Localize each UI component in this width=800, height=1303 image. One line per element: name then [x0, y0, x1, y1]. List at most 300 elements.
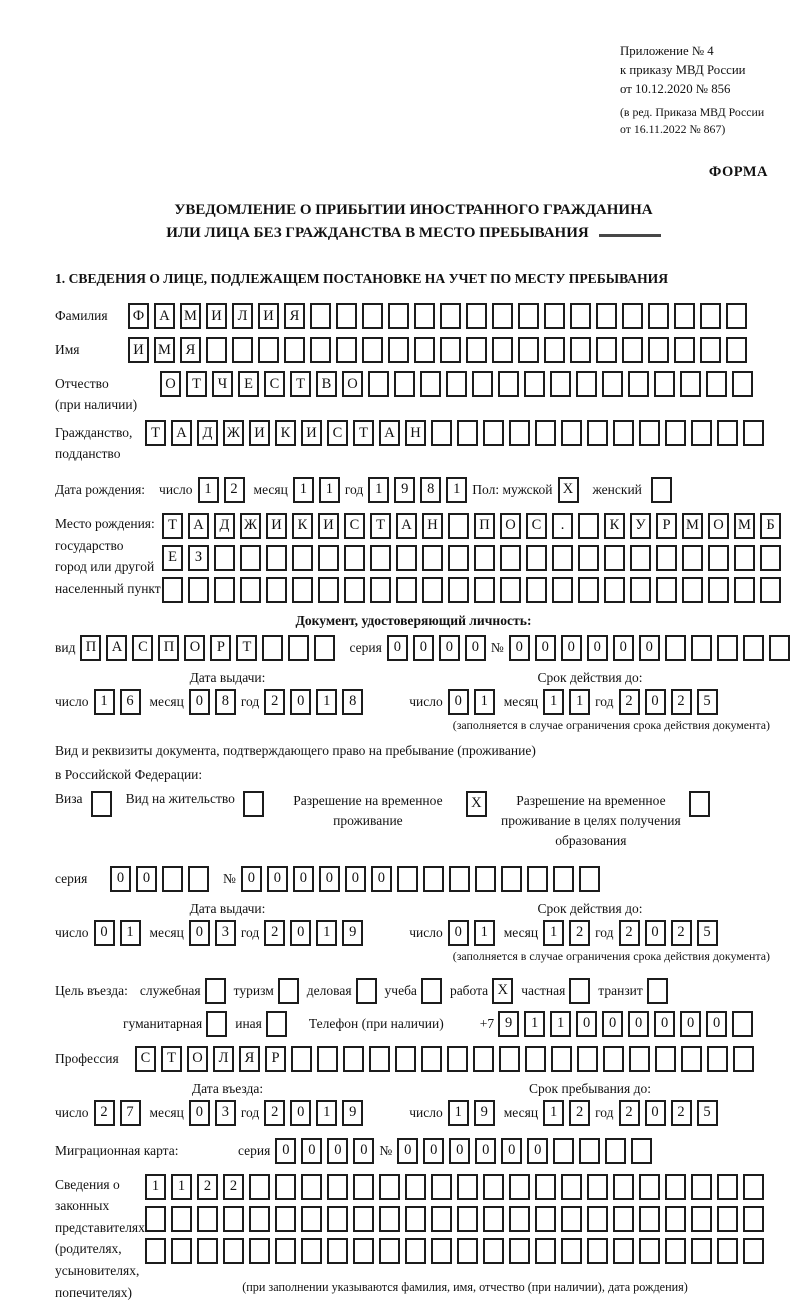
- char-box[interactable]: Я: [180, 337, 201, 363]
- char-box[interactable]: Т: [161, 1046, 182, 1072]
- char-box[interactable]: [395, 1046, 416, 1072]
- char-box[interactable]: У: [630, 513, 651, 539]
- char-box[interactable]: [717, 420, 738, 446]
- char-box[interactable]: [535, 1206, 556, 1232]
- char-box[interactable]: [162, 577, 183, 603]
- char-box[interactable]: [680, 371, 701, 397]
- char-box[interactable]: [431, 1206, 452, 1232]
- char-box[interactable]: [760, 577, 781, 603]
- char-box[interactable]: [734, 577, 755, 603]
- char-box[interactable]: 1: [448, 1100, 469, 1126]
- char-box[interactable]: [91, 791, 112, 817]
- char-box[interactable]: [717, 1174, 738, 1200]
- char-box[interactable]: 2: [619, 689, 640, 715]
- char-box[interactable]: [665, 1238, 686, 1264]
- char-box[interactable]: [405, 1206, 426, 1232]
- char-box[interactable]: Т: [186, 371, 207, 397]
- char-box[interactable]: [553, 1138, 574, 1164]
- char-box[interactable]: 0: [475, 1138, 496, 1164]
- char-box[interactable]: М: [154, 337, 175, 363]
- char-box[interactable]: 0: [397, 1138, 418, 1164]
- char-box[interactable]: 2: [569, 920, 590, 946]
- char-box[interactable]: [596, 337, 617, 363]
- char-box[interactable]: А: [379, 420, 400, 446]
- char-box[interactable]: [717, 635, 738, 661]
- char-box[interactable]: 1: [316, 920, 337, 946]
- char-box[interactable]: [544, 303, 565, 329]
- char-box[interactable]: [448, 513, 469, 539]
- char-box[interactable]: [266, 1011, 287, 1037]
- char-box[interactable]: [457, 1174, 478, 1200]
- char-box[interactable]: [665, 1206, 686, 1232]
- char-box[interactable]: [475, 866, 496, 892]
- char-box[interactable]: А: [171, 420, 192, 446]
- char-box[interactable]: 2: [197, 1174, 218, 1200]
- char-box[interactable]: 0: [645, 689, 666, 715]
- char-box[interactable]: [639, 1174, 660, 1200]
- char-box[interactable]: [440, 303, 461, 329]
- char-box[interactable]: 2: [671, 689, 692, 715]
- char-box[interactable]: [422, 545, 443, 571]
- char-box[interactable]: [628, 371, 649, 397]
- char-box[interactable]: [483, 1206, 504, 1232]
- char-box[interactable]: [700, 337, 721, 363]
- char-box[interactable]: [639, 420, 660, 446]
- char-box[interactable]: [518, 303, 539, 329]
- char-box[interactable]: 2: [94, 1100, 115, 1126]
- char-box[interactable]: Р: [210, 635, 231, 661]
- char-box[interactable]: [691, 1174, 712, 1200]
- char-box[interactable]: [388, 303, 409, 329]
- char-box[interactable]: 3: [215, 1100, 236, 1126]
- char-box[interactable]: 0: [413, 635, 434, 661]
- char-box[interactable]: [707, 1046, 728, 1072]
- char-box[interactable]: 9: [498, 1011, 519, 1037]
- char-box[interactable]: И: [249, 420, 270, 446]
- char-box[interactable]: [262, 635, 283, 661]
- char-box[interactable]: [379, 1206, 400, 1232]
- char-box[interactable]: [448, 545, 469, 571]
- char-box[interactable]: [743, 1174, 764, 1200]
- char-box[interactable]: 9: [342, 1100, 363, 1126]
- char-box[interactable]: 0: [189, 1100, 210, 1126]
- char-box[interactable]: [318, 577, 339, 603]
- char-box[interactable]: 1: [446, 477, 467, 503]
- char-box[interactable]: [629, 1046, 650, 1072]
- char-box[interactable]: А: [188, 513, 209, 539]
- char-box[interactable]: Д: [214, 513, 235, 539]
- char-box[interactable]: [578, 513, 599, 539]
- char-box[interactable]: [732, 371, 753, 397]
- char-box[interactable]: [353, 1206, 374, 1232]
- char-box[interactable]: 0: [293, 866, 314, 892]
- char-box[interactable]: [431, 420, 452, 446]
- char-box[interactable]: С: [132, 635, 153, 661]
- char-box[interactable]: [301, 1206, 322, 1232]
- char-box[interactable]: [336, 303, 357, 329]
- char-box[interactable]: [431, 1238, 452, 1264]
- char-box[interactable]: [344, 577, 365, 603]
- char-box[interactable]: 0: [290, 920, 311, 946]
- char-box[interactable]: [553, 866, 574, 892]
- char-box[interactable]: 0: [561, 635, 582, 661]
- char-box[interactable]: М: [180, 303, 201, 329]
- char-box[interactable]: Л: [232, 303, 253, 329]
- char-box[interactable]: Т: [145, 420, 166, 446]
- char-box[interactable]: [743, 1238, 764, 1264]
- char-box[interactable]: [587, 420, 608, 446]
- char-box[interactable]: 1: [171, 1174, 192, 1200]
- char-box[interactable]: Т: [353, 420, 374, 446]
- char-box[interactable]: [682, 545, 703, 571]
- char-box[interactable]: [301, 1238, 322, 1264]
- char-box[interactable]: [214, 545, 235, 571]
- char-box[interactable]: [613, 420, 634, 446]
- char-box[interactable]: [743, 635, 764, 661]
- char-box[interactable]: [336, 337, 357, 363]
- char-box[interactable]: [431, 1174, 452, 1200]
- char-box[interactable]: [449, 866, 470, 892]
- char-box[interactable]: [726, 303, 747, 329]
- char-box[interactable]: И: [318, 513, 339, 539]
- char-box[interactable]: [206, 1011, 227, 1037]
- char-box[interactable]: [622, 337, 643, 363]
- char-box[interactable]: [232, 337, 253, 363]
- char-box[interactable]: [447, 1046, 468, 1072]
- char-box[interactable]: [498, 371, 519, 397]
- char-box[interactable]: [266, 577, 287, 603]
- char-box[interactable]: М: [682, 513, 703, 539]
- char-box[interactable]: [552, 577, 573, 603]
- char-box[interactable]: [379, 1174, 400, 1200]
- char-box[interactable]: [613, 1174, 634, 1200]
- char-box[interactable]: 0: [501, 1138, 522, 1164]
- char-box[interactable]: 0: [319, 866, 340, 892]
- char-box[interactable]: 0: [136, 866, 157, 892]
- char-box[interactable]: [651, 477, 672, 503]
- char-box[interactable]: 1: [94, 689, 115, 715]
- char-box[interactable]: 0: [628, 1011, 649, 1037]
- char-box[interactable]: 3: [215, 920, 236, 946]
- char-box[interactable]: [691, 420, 712, 446]
- char-box[interactable]: 0: [439, 635, 460, 661]
- char-box[interactable]: [327, 1174, 348, 1200]
- char-box[interactable]: [145, 1206, 166, 1232]
- char-box[interactable]: [665, 420, 686, 446]
- char-box[interactable]: И: [258, 303, 279, 329]
- char-box[interactable]: [368, 371, 389, 397]
- char-box[interactable]: [544, 337, 565, 363]
- char-box[interactable]: [483, 1238, 504, 1264]
- char-box[interactable]: [605, 1138, 626, 1164]
- char-box[interactable]: [405, 1174, 426, 1200]
- char-box[interactable]: [578, 545, 599, 571]
- char-box[interactable]: [743, 1206, 764, 1232]
- char-box[interactable]: 0: [94, 920, 115, 946]
- char-box[interactable]: 1: [569, 689, 590, 715]
- char-box[interactable]: [492, 337, 513, 363]
- char-box[interactable]: [760, 545, 781, 571]
- char-box[interactable]: [362, 303, 383, 329]
- char-box[interactable]: П: [474, 513, 495, 539]
- char-box[interactable]: 2: [619, 1100, 640, 1126]
- char-box[interactable]: 0: [301, 1138, 322, 1164]
- char-box[interactable]: [639, 1238, 660, 1264]
- char-box[interactable]: К: [292, 513, 313, 539]
- char-box[interactable]: [587, 1238, 608, 1264]
- char-box[interactable]: .: [552, 513, 573, 539]
- char-box[interactable]: [327, 1238, 348, 1264]
- char-box[interactable]: [579, 1138, 600, 1164]
- char-box[interactable]: [446, 371, 467, 397]
- char-box[interactable]: 1: [316, 689, 337, 715]
- char-box[interactable]: [665, 1174, 686, 1200]
- char-box[interactable]: [561, 420, 582, 446]
- char-box[interactable]: [674, 303, 695, 329]
- char-box[interactable]: [700, 303, 721, 329]
- char-box[interactable]: 1: [543, 689, 564, 715]
- char-box[interactable]: [414, 303, 435, 329]
- char-box[interactable]: С: [327, 420, 348, 446]
- char-box[interactable]: 0: [587, 635, 608, 661]
- char-box[interactable]: Т: [162, 513, 183, 539]
- char-box[interactable]: [570, 303, 591, 329]
- char-box[interactable]: [561, 1206, 582, 1232]
- char-box[interactable]: [457, 1238, 478, 1264]
- char-box[interactable]: [327, 1206, 348, 1232]
- char-box[interactable]: [310, 337, 331, 363]
- char-box[interactable]: [249, 1206, 270, 1232]
- char-box[interactable]: 1: [319, 477, 340, 503]
- char-box[interactable]: В: [316, 371, 337, 397]
- char-box[interactable]: П: [158, 635, 179, 661]
- char-box[interactable]: [388, 337, 409, 363]
- char-box[interactable]: О: [708, 513, 729, 539]
- char-box[interactable]: [604, 577, 625, 603]
- char-box[interactable]: 1: [198, 477, 219, 503]
- char-box[interactable]: [604, 545, 625, 571]
- char-box[interactable]: [275, 1174, 296, 1200]
- char-box[interactable]: 0: [602, 1011, 623, 1037]
- char-box[interactable]: [501, 866, 522, 892]
- char-box[interactable]: [474, 577, 495, 603]
- char-box[interactable]: 2: [264, 689, 285, 715]
- char-box[interactable]: [275, 1238, 296, 1264]
- char-box[interactable]: 1: [474, 920, 495, 946]
- char-box[interactable]: [561, 1238, 582, 1264]
- char-box[interactable]: [648, 303, 669, 329]
- char-box[interactable]: 5: [697, 689, 718, 715]
- char-box[interactable]: А: [396, 513, 417, 539]
- char-box[interactable]: [706, 371, 727, 397]
- char-box[interactable]: 0: [654, 1011, 675, 1037]
- char-box[interactable]: [535, 420, 556, 446]
- char-box[interactable]: [674, 337, 695, 363]
- char-box[interactable]: И: [266, 513, 287, 539]
- char-box[interactable]: [223, 1206, 244, 1232]
- char-box[interactable]: [603, 1046, 624, 1072]
- char-box[interactable]: [689, 791, 710, 817]
- char-box[interactable]: [587, 1206, 608, 1232]
- char-box[interactable]: Е: [162, 545, 183, 571]
- char-box[interactable]: [420, 371, 441, 397]
- char-box[interactable]: 8: [215, 689, 236, 715]
- char-box[interactable]: [561, 1174, 582, 1200]
- char-box[interactable]: 9: [474, 1100, 495, 1126]
- char-box[interactable]: 2: [264, 920, 285, 946]
- char-box[interactable]: 9: [342, 920, 363, 946]
- char-box[interactable]: П: [80, 635, 101, 661]
- char-box[interactable]: 0: [448, 689, 469, 715]
- char-box[interactable]: [466, 337, 487, 363]
- char-box[interactable]: 0: [189, 920, 210, 946]
- char-box[interactable]: [275, 1206, 296, 1232]
- char-box[interactable]: [550, 371, 571, 397]
- char-box[interactable]: 7: [120, 1100, 141, 1126]
- char-box[interactable]: 0: [465, 635, 486, 661]
- char-box[interactable]: [733, 1046, 754, 1072]
- char-box[interactable]: О: [342, 371, 363, 397]
- char-box[interactable]: [317, 1046, 338, 1072]
- char-box[interactable]: [577, 1046, 598, 1072]
- char-box[interactable]: 1: [316, 1100, 337, 1126]
- char-box[interactable]: [314, 635, 335, 661]
- char-box[interactable]: [278, 978, 299, 1004]
- char-box[interactable]: Ж: [223, 420, 244, 446]
- char-box[interactable]: [551, 1046, 572, 1072]
- char-box[interactable]: И: [206, 303, 227, 329]
- char-box[interactable]: 0: [613, 635, 634, 661]
- char-box[interactable]: [525, 1046, 546, 1072]
- char-box[interactable]: И: [301, 420, 322, 446]
- char-box[interactable]: [602, 371, 623, 397]
- char-box[interactable]: [526, 545, 547, 571]
- char-box[interactable]: Я: [239, 1046, 260, 1072]
- char-box[interactable]: [665, 635, 686, 661]
- char-box[interactable]: [656, 577, 677, 603]
- char-box[interactable]: [249, 1174, 270, 1200]
- char-box[interactable]: [249, 1238, 270, 1264]
- char-box[interactable]: 0: [267, 866, 288, 892]
- char-box[interactable]: Л: [213, 1046, 234, 1072]
- char-box[interactable]: Д: [197, 420, 218, 446]
- char-box[interactable]: [240, 577, 261, 603]
- char-box[interactable]: [344, 545, 365, 571]
- char-box[interactable]: Т: [290, 371, 311, 397]
- char-box[interactable]: З: [188, 545, 209, 571]
- char-box[interactable]: [654, 371, 675, 397]
- char-box[interactable]: [356, 978, 377, 1004]
- char-box[interactable]: [288, 635, 309, 661]
- char-box[interactable]: 0: [576, 1011, 597, 1037]
- char-box[interactable]: [188, 866, 209, 892]
- char-box[interactable]: [509, 1238, 530, 1264]
- char-box[interactable]: [509, 420, 530, 446]
- char-box[interactable]: [440, 337, 461, 363]
- char-box[interactable]: [421, 978, 442, 1004]
- char-box[interactable]: [622, 303, 643, 329]
- char-box[interactable]: 1: [120, 920, 141, 946]
- char-box[interactable]: [162, 866, 183, 892]
- char-box[interactable]: [691, 635, 712, 661]
- char-box[interactable]: О: [187, 1046, 208, 1072]
- char-box[interactable]: [682, 577, 703, 603]
- char-box[interactable]: Е: [238, 371, 259, 397]
- char-box[interactable]: 1: [524, 1011, 545, 1037]
- char-box[interactable]: [656, 545, 677, 571]
- char-box[interactable]: 1: [550, 1011, 571, 1037]
- char-box[interactable]: [145, 1238, 166, 1264]
- char-box[interactable]: 2: [619, 920, 640, 946]
- char-box[interactable]: [492, 303, 513, 329]
- char-box[interactable]: [318, 545, 339, 571]
- char-box[interactable]: Т: [236, 635, 257, 661]
- char-box[interactable]: [258, 337, 279, 363]
- char-box[interactable]: [708, 577, 729, 603]
- char-box[interactable]: [639, 1206, 660, 1232]
- char-box[interactable]: [421, 1046, 442, 1072]
- char-box[interactable]: [473, 1046, 494, 1072]
- char-box[interactable]: [769, 635, 790, 661]
- char-box[interactable]: [394, 371, 415, 397]
- char-box[interactable]: 1: [543, 1100, 564, 1126]
- char-box[interactable]: [717, 1206, 738, 1232]
- char-box[interactable]: [570, 337, 591, 363]
- char-box[interactable]: [379, 1238, 400, 1264]
- char-box[interactable]: [171, 1238, 192, 1264]
- char-box[interactable]: 2: [264, 1100, 285, 1126]
- char-box[interactable]: [301, 1174, 322, 1200]
- char-box[interactable]: 0: [275, 1138, 296, 1164]
- char-box[interactable]: 0: [706, 1011, 727, 1037]
- char-box[interactable]: [291, 1046, 312, 1072]
- char-box[interactable]: [576, 371, 597, 397]
- char-box[interactable]: С: [526, 513, 547, 539]
- char-box[interactable]: [205, 978, 226, 1004]
- char-box[interactable]: [569, 978, 590, 1004]
- char-box[interactable]: 0: [535, 635, 556, 661]
- char-box[interactable]: [691, 1206, 712, 1232]
- char-box[interactable]: 2: [223, 1174, 244, 1200]
- char-box[interactable]: Я: [284, 303, 305, 329]
- char-box[interactable]: [448, 577, 469, 603]
- char-box[interactable]: 2: [671, 920, 692, 946]
- char-box[interactable]: [466, 303, 487, 329]
- char-box[interactable]: С: [344, 513, 365, 539]
- char-box[interactable]: 0: [527, 1138, 548, 1164]
- char-box[interactable]: [414, 337, 435, 363]
- char-box[interactable]: Т: [370, 513, 391, 539]
- char-box[interactable]: [243, 791, 264, 817]
- char-box[interactable]: С: [135, 1046, 156, 1072]
- char-box[interactable]: [631, 1138, 652, 1164]
- char-box[interactable]: 0: [110, 866, 131, 892]
- char-box[interactable]: Р: [265, 1046, 286, 1072]
- char-box[interactable]: [483, 1174, 504, 1200]
- char-box[interactable]: 9: [394, 477, 415, 503]
- char-box[interactable]: [214, 577, 235, 603]
- char-box[interactable]: 1: [368, 477, 389, 503]
- char-box[interactable]: [483, 420, 504, 446]
- char-box[interactable]: [472, 371, 493, 397]
- char-box[interactable]: X: [466, 791, 487, 817]
- char-box[interactable]: [717, 1238, 738, 1264]
- char-box[interactable]: [422, 577, 443, 603]
- char-box[interactable]: 0: [509, 635, 530, 661]
- char-box[interactable]: X: [558, 477, 579, 503]
- char-box[interactable]: 0: [645, 920, 666, 946]
- char-box[interactable]: [396, 577, 417, 603]
